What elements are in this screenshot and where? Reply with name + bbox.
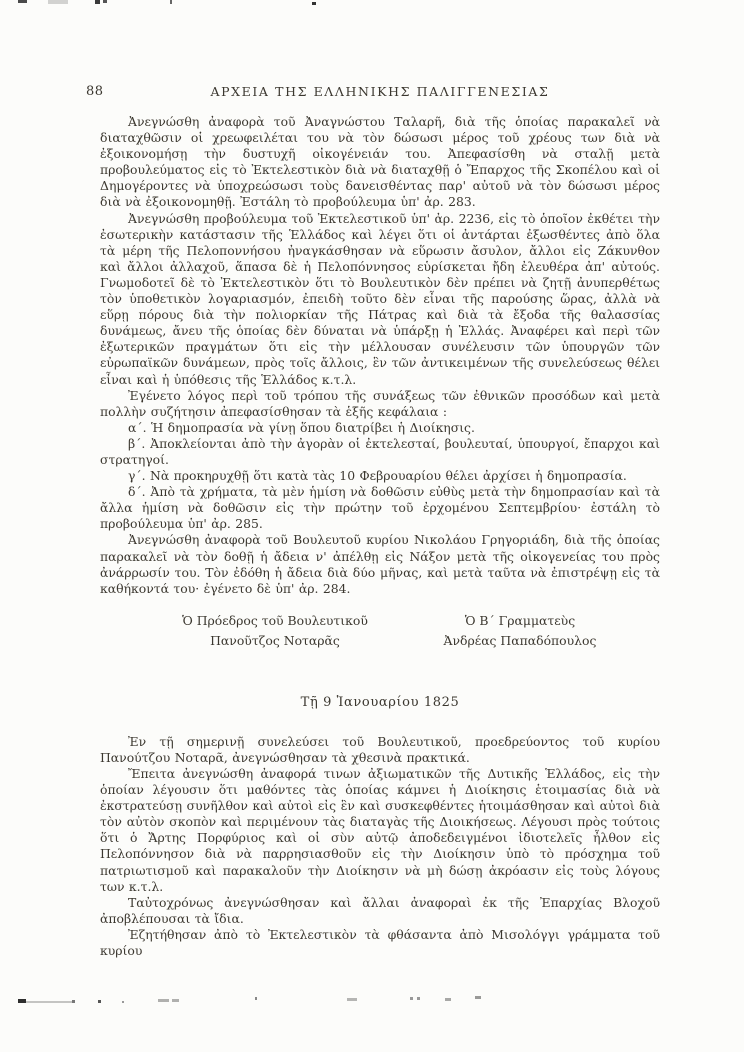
signature-block <box>100 611 660 657</box>
scan-artifact <box>18 999 26 1003</box>
signature-title: Ὁ Πρόεδρος τοῦ Βουλευτικοῦ <box>182 612 368 628</box>
paragraph: Ἀνεγνώσθη προβούλευμα τοῦ Ἐκτελεστικοῦ ὑπ' ἀρ. 2236, εἰς τὸ ὁποῖον ἐκθέτει τὴν ἐσωτερικὴν κατάστασιν τῆς Ἑλλάδος καὶ λέγει ὅτι οἱ ἀντάρται ἐξωσθέντες ἀπὸ ὅλα τὰ μέρη τῆς Πελοποννήσου ἠναγκάσθησαν νὰ εὕρωσιν ἄσυλον, ἄλλοι εἰς Ζάκυνθον καὶ ἄλλοι ἀλλαχοῦ, ἅπασα δὲ ἡ Πελοπόννησος εὑρίσκεται ἤδη ἐλευθέρα ἀπ' αὐτούς. Γνωμοδοτεῖ δὲ τὸ Ἐκτελεστικὸν ὅτι τὸ Βουλευτικὸν δὲν πρέπει νὰ ζητῇ ἀνυπερθέτως τὸν ὑποθετικὸν λογαριασμόν, ἐπειδὴ τοῦτο δὲν εἶναι τῆς παρούσης ὥρας, ἀλλὰ νὰ εὕρῃ πόρους διὰ τὴν πολιορκίαν τῆς Πάτρας καὶ διὰ τὰ ἔξοδα τῆς θαλασσίας δυνάμεως, ἄνευ τῆς ὁποίας δὲν δύναται νὰ ὑπάρξῃ ἡ Ἑλλάς. Ἀναφέρει καὶ περὶ τῶν ἐξωτερικῶν πραγμάτων ὅτι εἰς τὴν μέλλουσαν συνέλευσιν τῶν ὑπουργῶν τῶν εὐρωπαϊκῶν δυνάμεων, πρὸς τοῖς ἄλλοις, ἓν τῶν ἀντικειμένων τῆς συνελεύσεως θέλει εἶναι καὶ ἡ ὑπόθεσις τῆς Ἑλλάδος κ.τ.λ. <box>100 210 660 387</box>
scan-artifact <box>158 999 169 1002</box>
scan-artifact <box>48 0 68 4</box>
scan-artifact <box>312 2 316 5</box>
scan-artifact <box>18 0 27 3</box>
signature-title: Ὁ Β΄ Γραμματεὺς <box>464 612 576 628</box>
scan-artifact <box>445 998 451 1001</box>
decision-item-gamma: γ΄. Νὰ προκηρυχθῇ ὅτι κατὰ τὰς 10 Φεβρουαρίου θέλει ἀρχίσει ἡ δημοπρασία. <box>128 468 627 484</box>
scan-artifact <box>72 1000 75 1003</box>
scan-artifact <box>172 999 179 1002</box>
paragraph: Ἐγένετο λόγος περὶ τοῦ τρόπου τῆς συνάξεως τῶν ἐθνικῶν προσόδων καὶ μετὰ πολλὴν συζήτησιν ἀπεφασίσθησαν τὰ ἑξῆς κεφάλαια : <box>100 387 660 419</box>
running-title: ΑΡΧΕΙΑ ΤΗΣ ΕΛΛΗΝΙΚΗΣ ΠΑΛΙΓΓΕΝΕΣΙΑΣ <box>210 84 550 99</box>
body-text <box>100 114 660 959</box>
paragraph: Ἀνεγνώσθη ἀναφορὰ τοῦ Ἀναγνώστου Ταλαρῆ, διὰ τῆς ὁποίας παρακαλεῖ νὰ διαταχθῶσιν οἱ χρεωφειλέται του νὰ τὸν δώσωσι μέρος τοῦ χρέους των διὰ νὰ ἐξοικονομήσῃ τὴν δυστυχῆ οἰκογένειάν του. Ἀπεφασίσθη νὰ σταλῇ μετὰ προβουλεύματος εἰς τὸ Ἐκτελεστικὸν διὰ νὰ διαταχθῇ ὁ Ἔπαρχος τῆς Σκοπέλου καὶ οἱ Δημογέροντες νὰ ὑποχρεώσωσι τοὺς δανεισθέντας παρ' αὐτοῦ νὰ τὸν δώσωσι μέρος διὰ νὰ ἐξοικονομηθῇ. Ἐστάλη τὸ προβούλευμα ὑπ' ἀρ. 283. <box>100 114 660 210</box>
page-number: 88 <box>86 84 104 99</box>
signature-name: Πανοῦτζος Νοταρᾶς <box>210 632 340 648</box>
scan-artifact <box>410 997 413 1000</box>
signature-name: Ἀνδρέας Παπαδόπουλος <box>443 632 597 648</box>
scan-artifact <box>95 0 100 4</box>
decision-item-delta: δ΄. Ἀπὸ τὰ χρήματα, τὰ μὲν ἡμίση νὰ δοθῶσιν εὐθὺς μετὰ τὴν δημοπρασίαν καὶ τὰ ἄλλα ἡμίση νὰ δοθῶσιν εἰς τὴν πρώτην τοῦ ἐρχομένου Σεπτεμβρίου· ἐστάλη τὸ προβούλευμα ὑπ' ἀρ. 285. <box>100 484 660 532</box>
paragraph: Ἔπειτα ἀνεγνώσθη ἀναφορά τινων ἀξιωματικῶν τῆς Δυτικῆς Ἑλλάδος, εἰς τὴν ὁποίαν λέγουσιν ὅτι μαθόντες τὰς ὁποίας κάμνει ἡ Διοίκησις ἑτοιμασίας διὰ νὰ ἐκστρατεύσῃ συνῆλθον καὶ αὐτοὶ εἰς ἓν καὶ συσκεφθέντες ἡτοιμάσθησαν καὶ αὐτοὶ διὰ τὸν αὐτὸν σκοπὸν καὶ περιμένουν τὰς διαταγὰς τῆς Διοικήσεως. Λέγουσι πρὸς τούτοις ὅτι ὁ Ἄρτης Πορφύριος καὶ οἱ σὺν αὐτῷ ἀποδεδειγμένοι ἰδιοτελεῖς ἦλθον εἰς Πελοπόννησον διὰ νὰ παρρησιασθοῦν εἰς τὴν Διοίκησιν ὑπὸ τὸ πρόσχημα τοῦ πατριωτισμοῦ καὶ παρακαλοῦν τὴν Διοίκησιν νὰ μὴ δώσῃ ἀκρόασιν εἰς τοὺς λόγους των κ.τ.λ. <box>100 766 660 894</box>
scan-artifact <box>98 1000 101 1003</box>
scan-artifact <box>122 1001 124 1003</box>
scan-artifact <box>26 1001 74 1003</box>
scan-artifact <box>170 0 172 4</box>
decision-item-alpha: α΄. Ἡ δημοπρασία νὰ γίνῃ ὅπου διατρίβει ἡ Διοίκησις. <box>128 419 475 435</box>
decision-item-beta: β΄. Ἀποκλείονται ἀπὸ τὴν ἀγορὰν οἱ ἐκτελεσταί, βουλευταί, ὑπουργοί, ἔπαρχοι καὶ στρατηγοί. <box>100 435 660 467</box>
signature-president <box>125 611 425 651</box>
page-header <box>86 84 660 102</box>
paragraph: Ἐν τῇ σημερινῇ συνελεύσει τοῦ Βουλευτικοῦ, προεδρεύοντος τοῦ κυρίου Πανούτζου Νοταρᾶ, ἀνεγνώσθησαν τὰ χθεσινὰ πρακτικά. <box>100 733 660 765</box>
signature-secretary <box>390 611 650 651</box>
scan-artifact <box>103 0 107 3</box>
scan-artifact <box>417 997 420 1000</box>
paragraph: Ἐζητήθησαν ἀπὸ τὸ Ἐκτελεστικὸν τὰ φθάσαντα ἀπὸ Μισολόγγι γράμματα τοῦ κυρίου <box>100 926 660 959</box>
scan-artifact <box>255 997 257 1000</box>
paragraph: Ἀνεγνώσθη ἀναφορὰ τοῦ Βουλευτοῦ κυρίου Νικολάου Γρηγοριάδη, διὰ τῆς ὁποίας παρακαλεῖ νὰ τὸν δοθῇ ἡ ἄδεια ν' ἀπέλθῃ εἰς Νάξον μετὰ τῆς οἰκογενείας του πρὸς ἀνάρρωσίν του. Τὸν ἐδόθη ἡ ἄδεια διὰ δύο μῆνας, καὶ μετὰ ταῦτα νὰ ἐπιστρέψῃ εἰς τὰ καθήκοντά του· ἐγένετο δὲ ὑπ' ἀρ. 284. <box>100 532 660 596</box>
scan-artifact <box>347 998 357 1001</box>
paragraph: Ταὐτοχρόνως ἀνεγνώσθησαν καὶ ἄλλαι ἀναφοραὶ ἐκ τῆς Ἐπαρχίας Βλοχοῦ ἀποβλέπουσαι τὰ ἴδια. <box>100 894 660 926</box>
scan-artifact <box>475 996 481 999</box>
session-date-heading: Τῇ 9 Ἰανουαρίου 1825 <box>300 694 460 710</box>
